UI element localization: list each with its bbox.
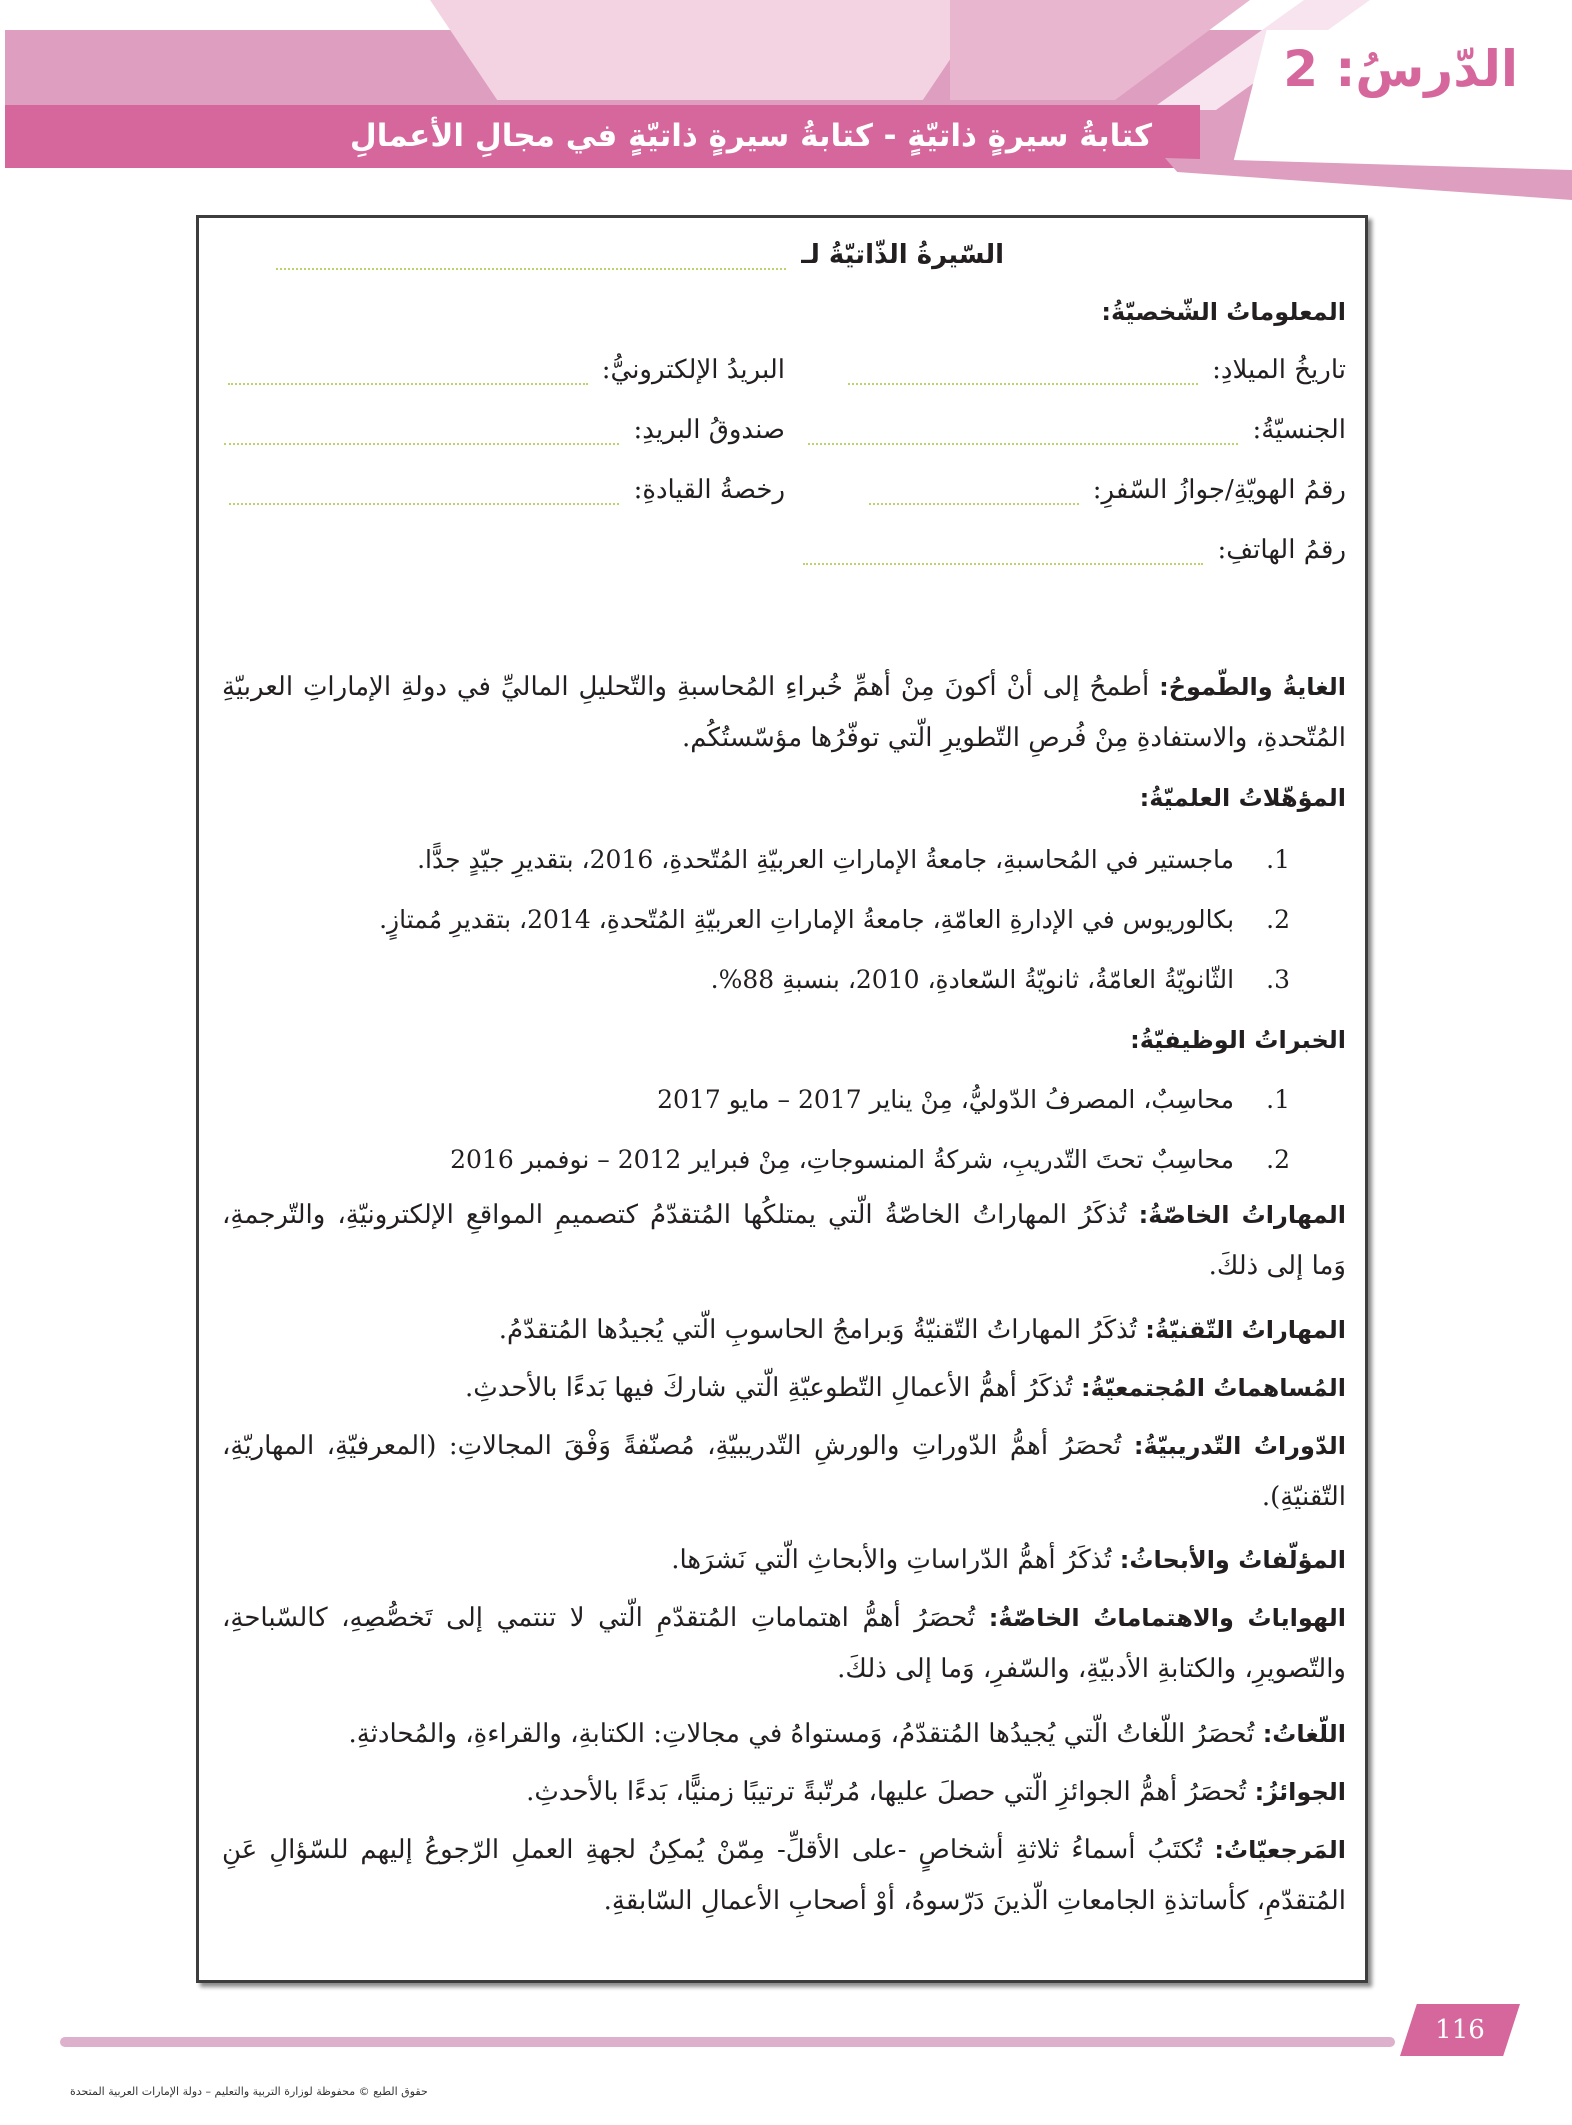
fill-line <box>808 443 1238 445</box>
field-driving-license: رخصةُ القيادةِ: <box>229 465 785 515</box>
page-number: 116 <box>1435 2015 1485 2045</box>
field-nationality: الجنسيّةُ: <box>808 405 1346 455</box>
lesson-title: الدّرسُ: 2 <box>1283 40 1518 98</box>
training-courses-paragraph: الدّوراتُ التّدريبيّةُ: تُحصَرُ أهمُّ الدّوراتِ والورشِ التّدريبيّةِ، مُصنّفةً وَفْقَ المجالاتِ: (المعرفيّةِ، المهاريّةِ، التّقنيّةِ). <box>222 1431 1347 1512</box>
fill-line <box>803 563 1203 565</box>
lesson-subtitle: كتابةُ سيرةٍ ذاتيّةٍ - كتابةُ سيرةٍ ذاتيّةٍ في مجالِ الأعمالِ <box>349 118 1152 154</box>
languages-paragraph: اللّغاتُ: تُحصَرُ اللّغاتُ الّتي يُجيدُها المُتقدّمُ، وَمستواهُ في مجالاتِ: الكتابةِ، والقراءةِ، والمُحادثةِ. <box>348 1719 1346 1749</box>
awards-paragraph: الجوائزُ: تُحصَرُ أهمُّ الجوائزِ الّتي حصلَ عليها، مُرتّبةً ترتيبًا زمنيًّا، بَدءًا بالأحدثِ. <box>526 1777 1346 1807</box>
publications-paragraph: المؤلّفاتُ والأبحاثُ: تُذكَرُ أهمُّ الدّراساتِ والأبحاثِ الّتي نَشرَها. <box>671 1545 1346 1575</box>
qualification-item: 2. بكالوريوس في الإدارةِ العامّةِ، جامعةُ الإماراتِ العربيّةِ المُتّحدةِ، 2014، بتقديرِ مُمتازٍ. <box>379 905 1290 934</box>
field-email: البريدُ الإلكترونيُّ: <box>228 345 786 395</box>
footer-bar <box>60 2037 1395 2047</box>
goal-text: أطمحُ إلى أنْ أكونَ مِنْ أهمِّ خُبراءِ المُحاسبةِ والتّحليلِ الماليِّ في دولةِ الإماراتِ العربيّةِ المُتّحدةِ، والاستفادةِ مِنْ فُرصِ التّطويرِ الّتي توفّرُها مؤسّستُكُم. <box>222 672 1346 753</box>
fill-line <box>276 268 786 270</box>
fill-line <box>869 503 1079 505</box>
copyright-notice: حقوق الطبع © محفوظة لوزارة التربية والتعليم – دولة الإمارات العربية المتحدة <box>70 2085 428 2098</box>
qualification-item: 1. ماجستير في المُحاسبةِ، جامعةُ الإماراتِ العربيّةِ المُتّحدةِ، 2016، بتقديرِ جيّدٍ جدًّا. <box>417 845 1290 874</box>
experience-item: 1. محاسِبٌ، المصرفُ الدّوليُّ، مِنْ يناير 2017 – مايو 2017 <box>657 1085 1290 1114</box>
qualification-item: 3. الثّانويّةُ العامّةُ، ثانويّةُ السّعادةِ، 2010، بنسبةِ 88%. <box>710 965 1290 994</box>
goal-label: الغايةُ والطّموحُ: <box>1159 673 1347 701</box>
community-contributions-paragraph: المُساهماتُ المُجتمعيّةُ: تُذكَرُ أهمُّ الأعمالِ التّطوعيّةِ الّتي شاركَ فيها بَدءًا بالأحدثِ. <box>465 1373 1346 1403</box>
experience-item: 2. محاسِبٌ تحتَ التّدريبِ، شركةُ المنسوجاتِ، مِنْ فبراير 2012 – نوفمبر 2016 <box>450 1145 1290 1174</box>
cv-template <box>216 225 1350 1975</box>
field-phone: رقمُ الهاتفِ: <box>803 525 1346 575</box>
hobbies-paragraph: الهواياتُ والاهتماماتُ الخاصّةُ: تُحصَرُ أهمُّ اهتماماتِ المُتقدّمِ الّتي لا تنتمي إلى تَخصُّصِهِ، كالسّباحةِ، والتّصويرِ، والكتابةِ الأدبيّةِ، والسّفرِ، وَما إلى ذلكَ. <box>222 1603 1347 1684</box>
cv-title: السّيرةُ الذّاتيّةُ لـ <box>484 230 1004 280</box>
fill-line <box>848 383 1198 385</box>
experience-heading: الخبراتُ الوظيفيّةُ: <box>1130 1026 1346 1054</box>
field-id-passport: رقمُ الهويّةِ/جوازُ السّفرِ: <box>869 465 1346 515</box>
field-birth-date: تاريخُ الميلادِ: <box>848 345 1346 395</box>
qualifications-heading: المؤهّلاتُ العلميّةُ: <box>1139 784 1346 812</box>
special-skills-paragraph: المهاراتُ الخاصّةُ: تُذكَرُ المهاراتُ الخاصّةُ الّتي يمتلكُها المُتقدّمُ كتصميمِ المواقعِ الإلكترونيّةِ، والتّرجمةِ، وَما إلى ذلكَ. <box>222 1200 1347 1281</box>
field-po-box: صندوقُ البريدِ: <box>224 405 785 455</box>
fill-line <box>228 383 588 385</box>
goal-paragraph <box>222 662 1346 764</box>
fill-line <box>229 503 619 505</box>
references-paragraph: المَرجعيّاتُ: تُكتَبُ أسماءُ ثلاثةِ أشخاصٍ -على الأقلِّ- مِمّنْ يُمكِنُ لجهةِ العملِ الرّجوعُ إليهم للسّؤالِ عَنِ المُتقدّمِ، كأساتذةِ الجامعاتِ الّذينَ دَرّسوهُ، أوْ أصحابِ الأعمالِ السّابقةِ. <box>222 1835 1346 1916</box>
personal-info-heading: المعلوماتُ الشّخصيّةُ: <box>1101 298 1346 326</box>
fill-line <box>224 443 619 445</box>
header-shape <box>430 0 990 100</box>
technical-skills-paragraph: المهاراتُ التّقنيّةُ: تُذكَرُ المهاراتُ التّقنيّةُ وَبرامجُ الحاسوبِ الّتي يُجيدُها المُتقدّمُ. <box>498 1315 1346 1345</box>
